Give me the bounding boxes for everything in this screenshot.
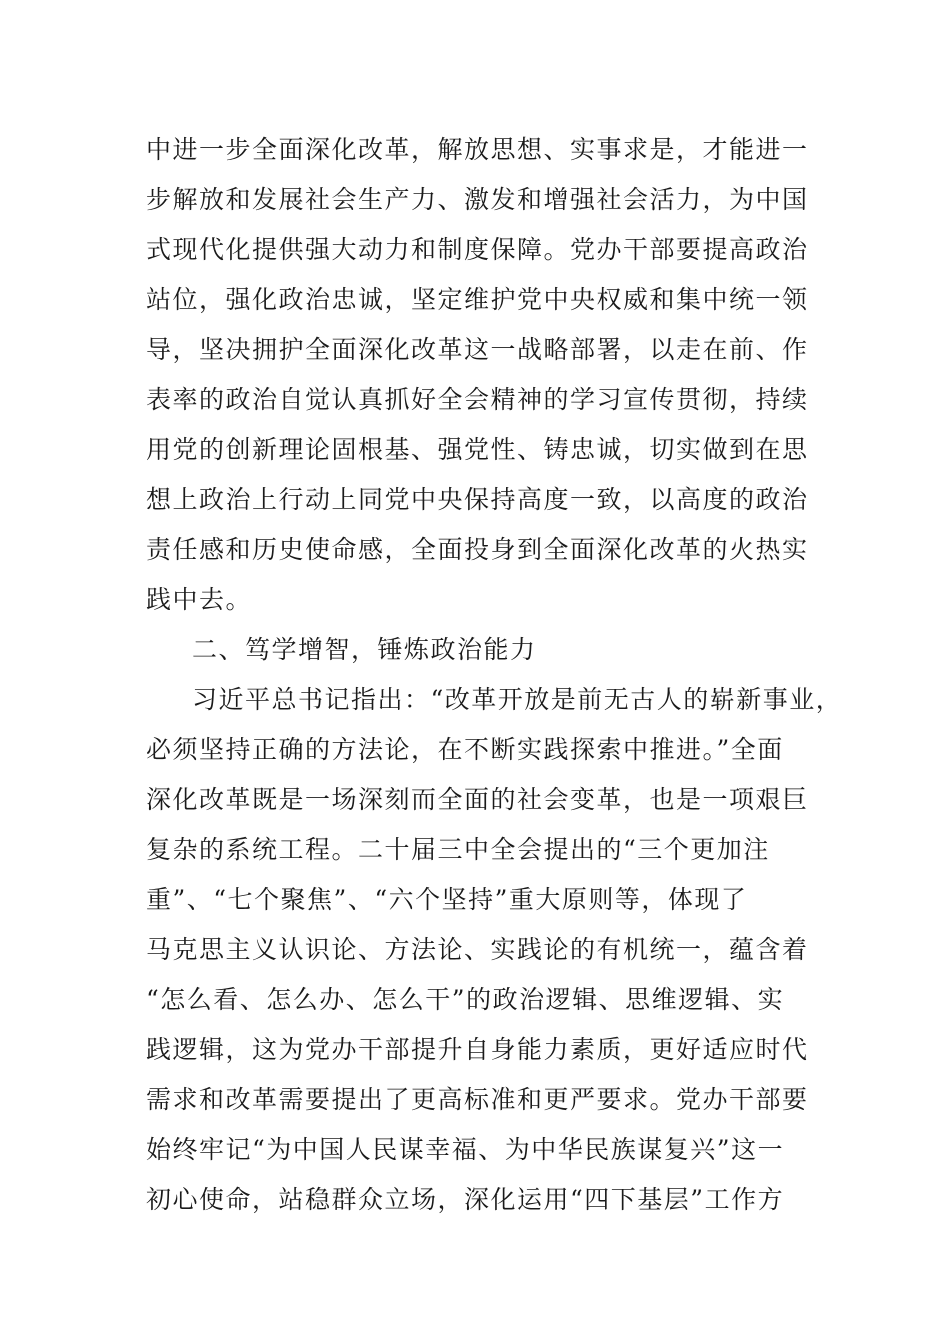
body-text-line: 用党的创新理论固根基、强党性、铸忠诚，切实做到在思 [146,435,809,464]
body-text-line: 需求和改革需要提出了更高标准和更严要求。党办干部要 [146,1085,809,1114]
body-text-line: 想上政治上行动上同党中央保持高度一致，以高度的政治 [146,485,809,514]
body-text-line: 习近平总书记指出：“改革开放是前无古人的崭新事业， [192,685,843,714]
body-text-line: 步解放和发展社会生产力、激发和增强社会活力，为中国 [146,185,809,214]
body-text-line: 马克思主义认识论、方法论、实践论的有机统一，蕴含着 [146,935,809,964]
body-text-line: 站位，强化政治忠诚，坚定维护党中央权威和集中统一领 [146,285,809,314]
body-text-line: 始终牢记“为中国人民谋幸福、为中华民族谋复兴”这一 [146,1135,785,1164]
body-text-line: 复杂的系统工程。二十届三中全会提出的“三个更加注 [146,835,770,864]
body-text-line: 导，坚决拥护全面深化改革这一战略部署，以走在前、作 [146,335,809,364]
section-heading: 二、笃学增智，锤炼政治能力 [192,635,537,664]
body-text-line: 重”、“七个聚焦”、“六个坚持”重大原则等，体现了 [146,885,748,914]
body-text-line: 责任感和历史使命感，全面投身到全面深化改革的火热实 [146,535,809,564]
body-text-line: 必须坚持正确的方法论，在不断实践探索中推进。”全面 [146,735,784,764]
body-text-line: 式现代化提供强大动力和制度保障。党办干部要提高政治 [146,235,809,264]
body-text-line: “怎么看、怎么办、怎么干”的政治逻辑、思维逻辑、实 [146,985,785,1014]
body-text-line: 表率的政治自觉认真抓好全会精神的学习宣传贯彻，持续 [146,385,809,414]
body-text-line: 初心使命，站稳群众立场，深化运用“四下基层”工作方 [146,1185,785,1214]
body-text-line: 践逻辑，这为党办干部提升自身能力素质，更好适应时代 [146,1035,809,1064]
body-text-line: 践中去。 [146,585,253,614]
body-text-line: 中进一步全面深化改革，解放思想、实事求是，才能进一 [146,135,809,164]
body-text-line: 深化改革既是一场深刻而全面的社会变革，也是一项艰巨 [146,785,809,814]
